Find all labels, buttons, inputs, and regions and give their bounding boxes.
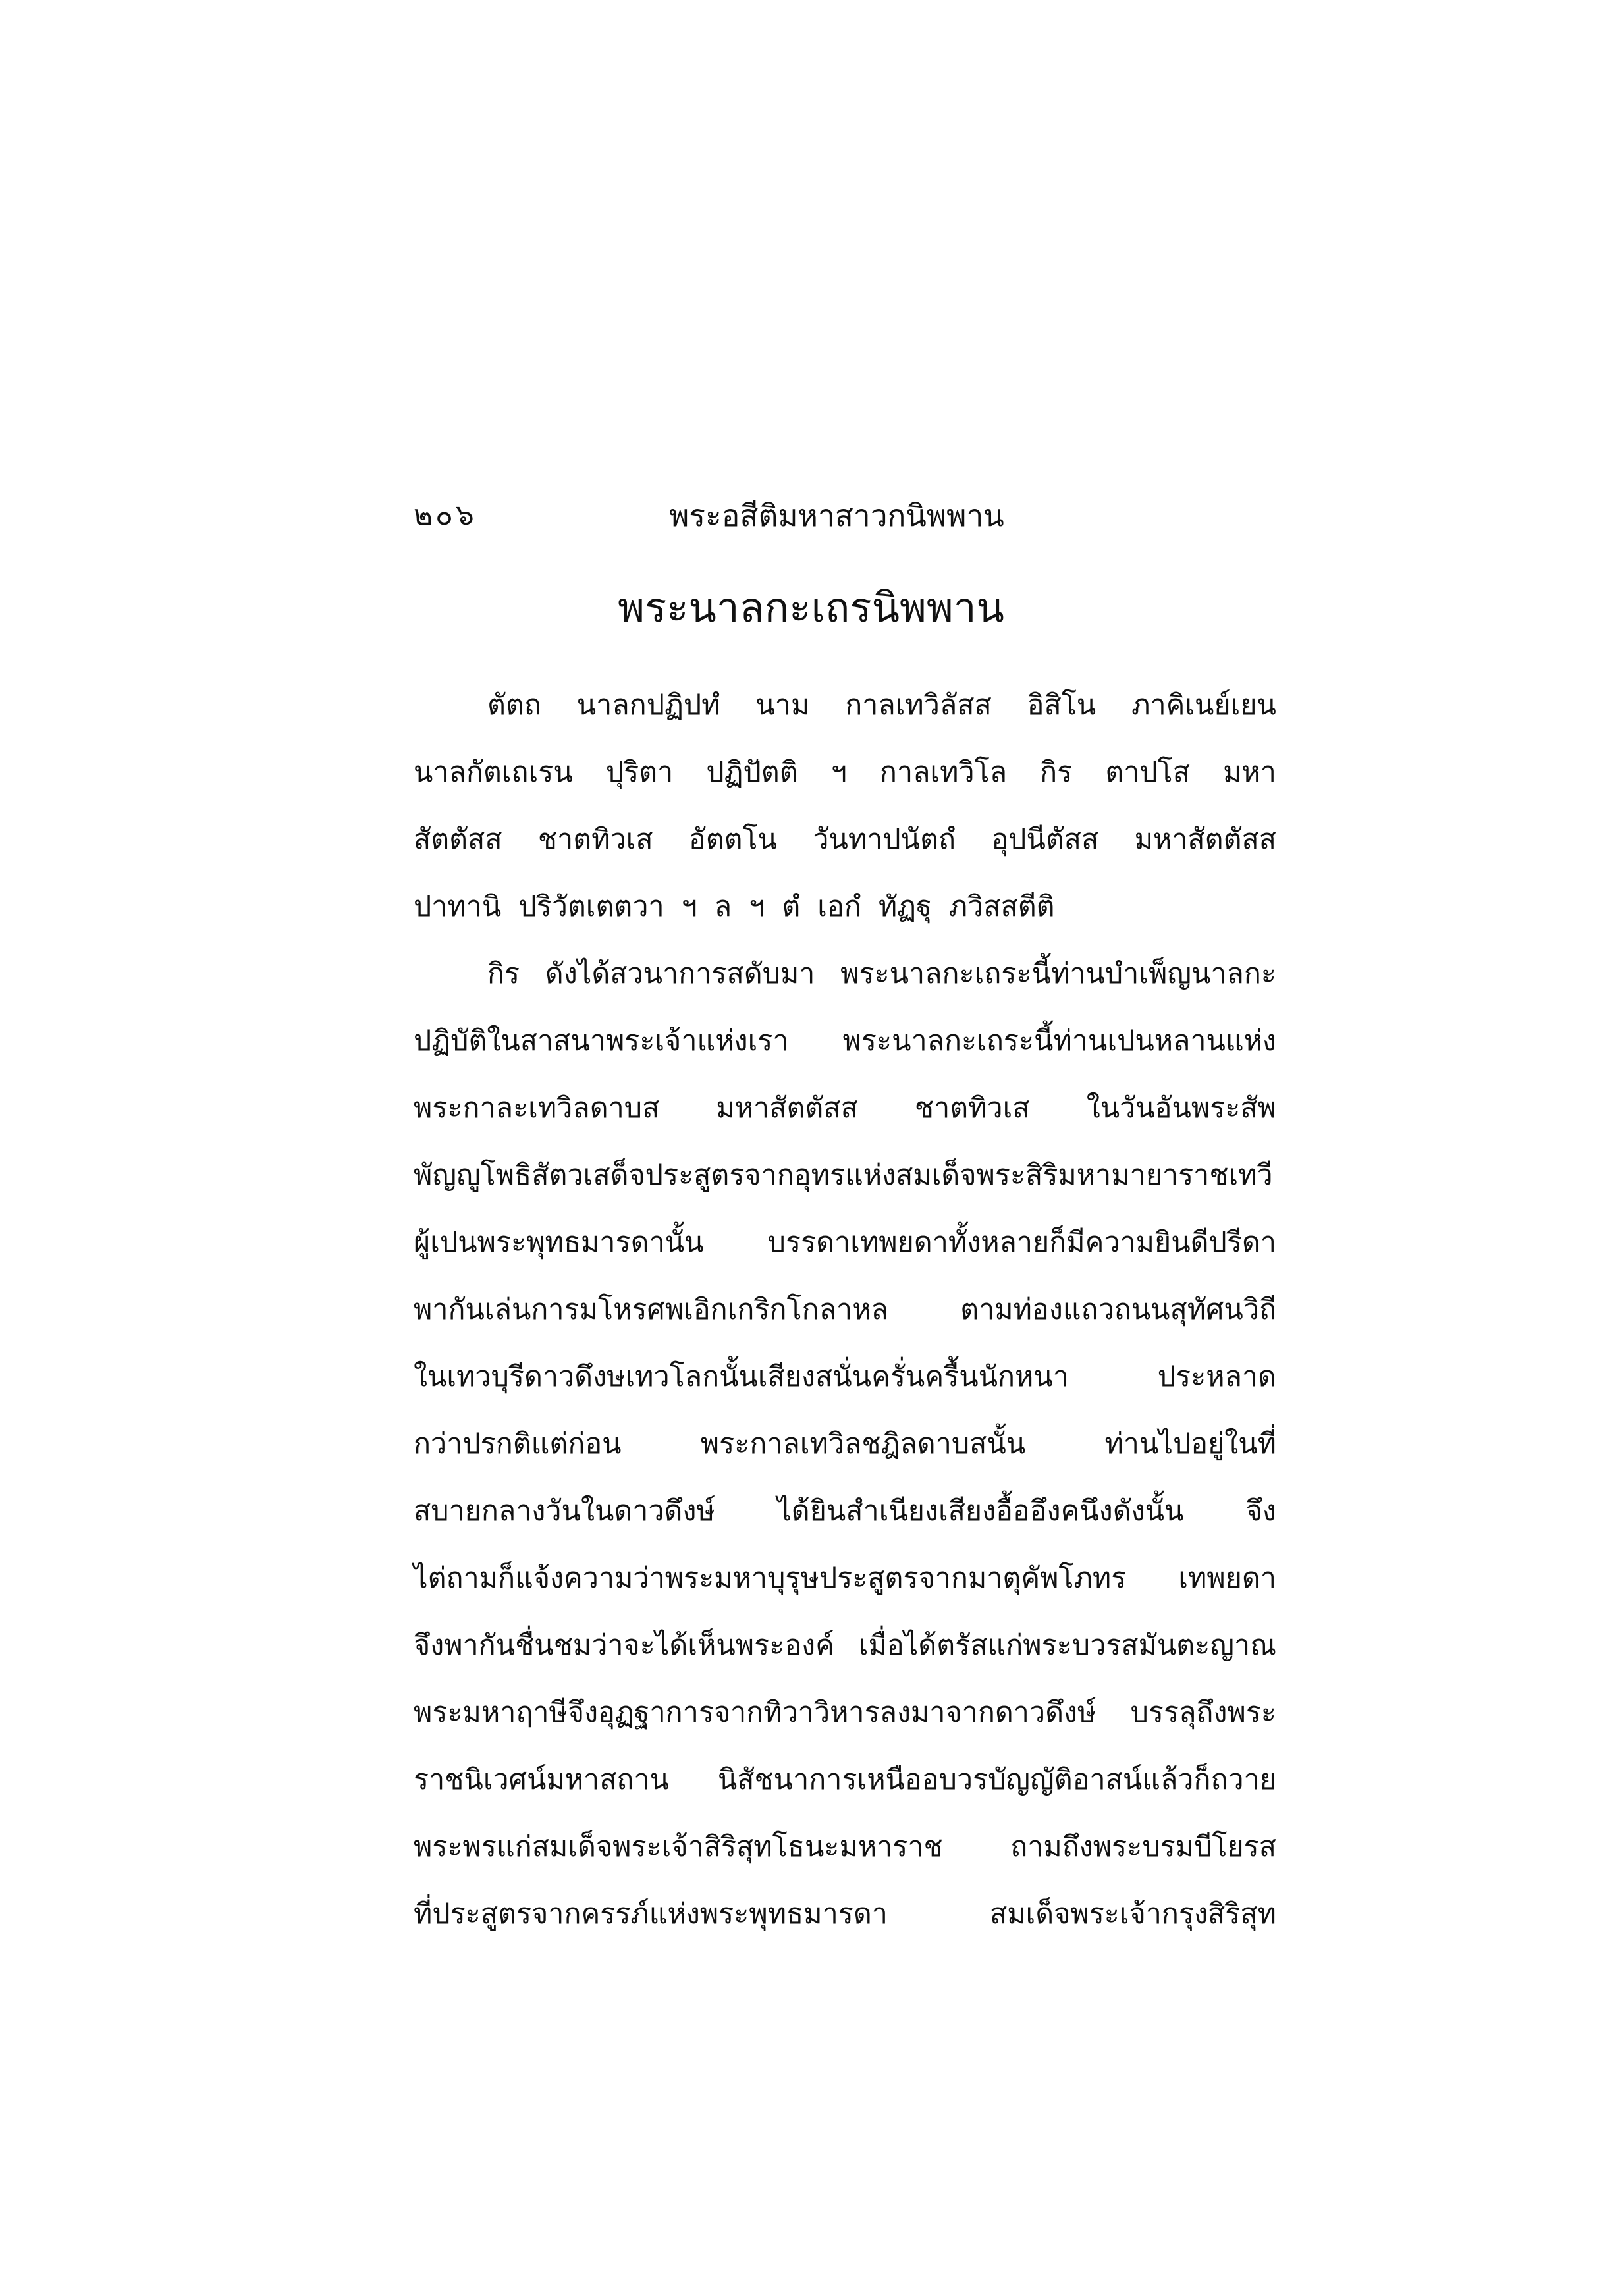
- word: ตํ: [782, 890, 801, 923]
- word: ตัตถ: [487, 689, 541, 722]
- word: ตามท่องแถวถนนสุทัศนวิถี: [960, 1293, 1276, 1326]
- text-line: [414, 1545, 1276, 1612]
- word: ท่านไปอยู่ในที่: [1104, 1428, 1276, 1460]
- word: บรรดาเทพยดาทั้งหลายก็มีความยินดีปรีดา: [767, 1226, 1276, 1259]
- running-title: พระอสีติมหาสาวกนิพพาน: [669, 498, 1004, 533]
- word: นาม: [755, 689, 810, 722]
- text-line: [414, 1679, 1276, 1746]
- text-line: [414, 1813, 1276, 1881]
- text-line: [414, 1276, 1276, 1343]
- text-line: [414, 1007, 1276, 1075]
- word: ปาทานิ: [414, 890, 502, 923]
- word: พัญญูโพธิสัตวเสด็จประสูตรจากอุทรแห่งสมเด็จพระสิริมหามายาราชเทวี: [414, 1159, 1273, 1192]
- word: บรรลุถึงพระ: [1130, 1696, 1276, 1729]
- word: ปริวัตเตตวา: [518, 890, 664, 923]
- text-line: [414, 1343, 1276, 1410]
- word: มหาสัตตัสส: [716, 1092, 858, 1125]
- word: อุปนีตัสส: [991, 823, 1099, 856]
- word: มหา: [1223, 756, 1276, 789]
- word: นาลกปฏิปทํ: [576, 689, 720, 722]
- word: สัตตัสส: [414, 823, 502, 856]
- word: เมื่อได้ตรัสแก่พระบวรสมันตะญาณ: [858, 1629, 1276, 1662]
- text-line: [414, 1478, 1276, 1545]
- word: ดังได้สวนาการสดับมา: [545, 957, 815, 990]
- paragraph: [414, 940, 1276, 1948]
- paragraph: [414, 672, 1276, 940]
- text-line: [414, 1881, 1276, 1948]
- word: ถามถึงพระบรมบีโยรส: [1010, 1830, 1276, 1863]
- text-line: [414, 1410, 1276, 1478]
- word: อิสิโน: [1027, 689, 1096, 722]
- word: พระกาละเทวิลดาบส: [414, 1092, 660, 1125]
- word: กว่าปรกติแต่ก่อน: [414, 1428, 622, 1460]
- word: เทพยดา: [1178, 1562, 1276, 1595]
- word: ฯ: [830, 756, 847, 789]
- running-header: [414, 493, 1276, 539]
- word: ในวันอันพระสัพ: [1086, 1092, 1276, 1125]
- word: ฯ: [749, 890, 765, 923]
- word: ตาปโส: [1105, 756, 1191, 789]
- word: นิสัชนาการเหนืออบวรบัญญัติอาสน์แล้วก็ถวาย: [717, 1763, 1276, 1796]
- word: ปฏิปัตติ: [706, 756, 798, 789]
- word: ผู้เปนพระพุทธมารดานั้น: [414, 1226, 704, 1259]
- word: พระมหาฤาษีจึงอุฏฐาการจากทิวาวิหารลงมาจากดาวดึงษ์: [414, 1696, 1096, 1729]
- word: เอกํ: [817, 890, 861, 923]
- word: วันทาปนัตถํ: [813, 823, 956, 856]
- text-line: [414, 739, 1276, 806]
- word: ได้ยินสำเนียงเสียงอื้ออึงคนึงดังนั้น: [777, 1495, 1184, 1528]
- word: ล: [714, 890, 732, 923]
- word: ชาตทิวเส: [537, 823, 653, 856]
- word: ภวิสสตีติ: [948, 890, 1055, 923]
- text-line: [414, 940, 1276, 1007]
- word: พระกาลเทวิลชฎิลดาบสนั้น: [700, 1428, 1026, 1460]
- text-line: [414, 873, 1276, 940]
- word: มหาสัตตัสส: [1134, 823, 1276, 856]
- word: พระพรแก่สมเด็จพระเจ้าสิริสุทโธนะมหาราช: [414, 1830, 943, 1863]
- word: สมเด็จพระเจ้ากรุงสิริสุท: [989, 1898, 1276, 1931]
- word: สบายกลางวันในดาวดึงษ์: [414, 1495, 715, 1528]
- word: กาลเทวิลัสส: [845, 689, 992, 722]
- chapter-title: พระนาลกะเถรนิพพาน: [618, 583, 1004, 631]
- word: กาลเทวิโล: [879, 756, 1008, 789]
- body-text: [414, 672, 1276, 1948]
- word: ที่ประสูตรจากครรภ์แห่งพระพุทธมารดา: [414, 1898, 888, 1931]
- text-line: [414, 1612, 1276, 1679]
- text-line: [414, 672, 1276, 739]
- word: ฯ: [681, 890, 697, 923]
- word: พระนาลกะเถระนี้ท่านเปนหลานแห่ง: [842, 1025, 1276, 1057]
- word: ราชนิเวศน์มหาสถาน: [414, 1763, 670, 1796]
- text-line: [414, 1746, 1276, 1813]
- word: พากันเล่นการมโหรศพเอิกเกริกโกลาหล: [414, 1293, 888, 1326]
- word: ชาตทิวเส: [914, 1092, 1030, 1125]
- page-number: ๒๐๖: [414, 498, 477, 532]
- word: อัตตโน: [688, 823, 778, 856]
- word: ภาคิเนย์เยน: [1131, 689, 1276, 722]
- word: ไต่ถามก็แจ้งความว่าพระมหาบุรุษประสูตรจากมาตุคัพโภทร: [414, 1562, 1127, 1595]
- word: จึงพากันชื่นชมว่าจะได้เห็นพระองค์: [414, 1629, 834, 1662]
- word: ปฏิบัติในสาสนาพระเจ้าแห่งเรา: [414, 1025, 789, 1057]
- word: ปุริตา: [605, 756, 674, 789]
- text-line: [414, 1209, 1276, 1276]
- word: ทัฏฐุ: [878, 890, 932, 923]
- word: นาลกัตเถเรน: [414, 756, 573, 789]
- text-line: [414, 1142, 1276, 1209]
- word: จึง: [1245, 1495, 1276, 1528]
- word: กิร: [1040, 756, 1073, 789]
- word: ในเทวบุรีดาวดึงษเทวโลกนั้นเสียงสนั่นครั่นครื้นนักหนา: [414, 1360, 1069, 1393]
- text-line: [414, 806, 1276, 873]
- word: พระนาลกะเถระนี้ท่านบำเพ็ญนาลกะ: [840, 957, 1276, 990]
- text-line: [414, 1075, 1276, 1142]
- word: ประหลาด: [1157, 1360, 1276, 1393]
- word: กิร: [487, 957, 520, 990]
